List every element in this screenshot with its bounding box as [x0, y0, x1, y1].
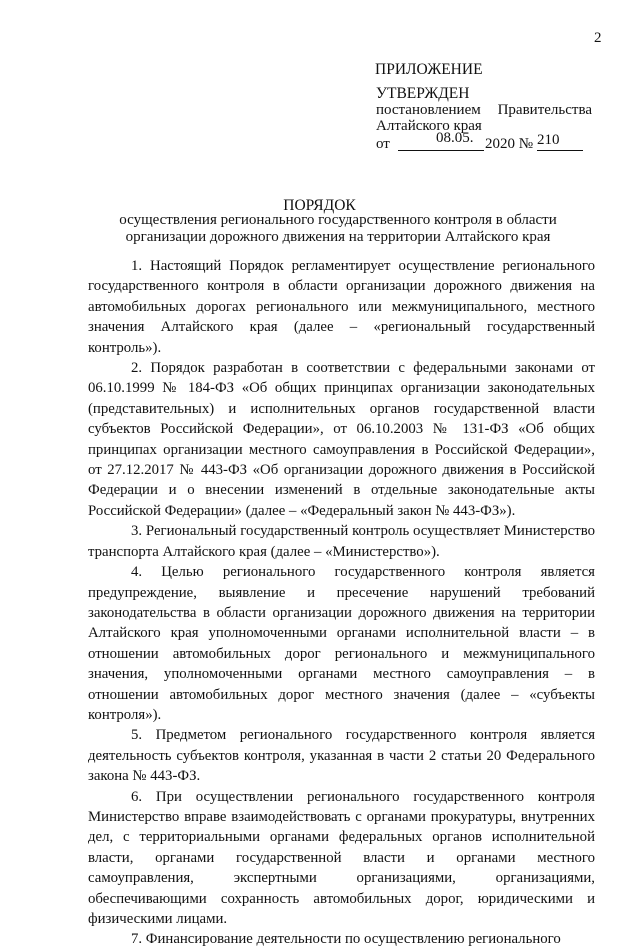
paragraph-2: 2. Порядок разработан в соответствии с федеральными законами от 06.10.1999 № 184-ФЗ «Об общих принципах организации законодательных (представительных) и исполнительных органов государственной власти субъектов Российской Федерации», от 06.10.2003 № 131-ФЗ «Об общих принципах организации местного самоуправления в Российской Федерации», от 27.12.2017 № 443-ФЗ «Об организации дорожного движения в Российской Федерации и о внесении изменений в отдельные законодательные акты Российской Федерации» (далее – «Федеральный закон № 443-ФЗ»).: [88, 360, 595, 519]
decree-date-line: [376, 130, 606, 152]
from-label: от: [376, 136, 390, 152]
region-line: Алтайского края: [376, 118, 482, 134]
paragraph-1: 1. Настоящий Порядок регламентирует осуществление регионального государственного контроля в области организации дорожного движения на автомобильных дорогах регионального или межмуниципального, местного значения Алтайского края (далее – «региональный государственный контроль»).: [88, 258, 595, 356]
paragraph-6: 6. При осуществлении регионального государственного контроля Министерство вправе взаимодействовать с органами прокуратуры, внутренних дел, с территориальными органами федеральных органов исполнительной власти, органами государственной власти и органами местного самоуправления, экспертными организациями, организациями, обеспечивающими сохранность автомобильных дорог, юридическими и физическими лицами.: [88, 788, 595, 927]
approval-block: [376, 86, 606, 152]
date-underline: [398, 150, 484, 151]
paragraph-7: 7. Финансирование деятельности по осуществлению регионального: [131, 931, 561, 948]
decree-word: постановлением: [376, 102, 481, 118]
document-title: ПОРЯДОК: [283, 197, 356, 214]
decree-line: [376, 102, 592, 118]
paragraph-3: 3. Региональный государственный контроль осуществляет Министерство транспорта Алтайского края (далее – «Министерство»).: [88, 523, 595, 560]
government-word: Правительства: [497, 102, 592, 118]
document-body: [88, 256, 595, 950]
paragraph-5: 5. Предметом регионального государственного контроля является деятельность субъектов контроля, указанная в части 2 статьи 20 Федерального закона № 443-ФЗ.: [88, 727, 595, 785]
page-number: 2: [594, 30, 602, 46]
decree-year-label: 2020 №: [485, 136, 534, 152]
decree-number: 210: [537, 132, 560, 148]
number-underline: [537, 150, 583, 151]
decree-date: 08.05.: [436, 130, 474, 146]
approval-title: УТВЕРЖДЕН: [376, 85, 470, 102]
paragraph-4: 4. Целью регионального государственного контроля является предупреждение, выявление и пресечение нарушений требований законодательства в области организации дорожного движения на территории Алтайского края уполномоченными органами исполнительной власти – в отношении автомобильных дорог регионального и межмуниципального значения, уполномоченными органами местного самоуправления – в отношении автомобильных дорог местного значения (далее – «субъекты контроля»).: [88, 564, 595, 723]
appendix-label: ПРИЛОЖЕНИЕ: [375, 61, 483, 78]
document-subtitle: осуществления регионального государственного контроля в области организации дорожного движения на территории Алтайского края: [119, 212, 557, 245]
